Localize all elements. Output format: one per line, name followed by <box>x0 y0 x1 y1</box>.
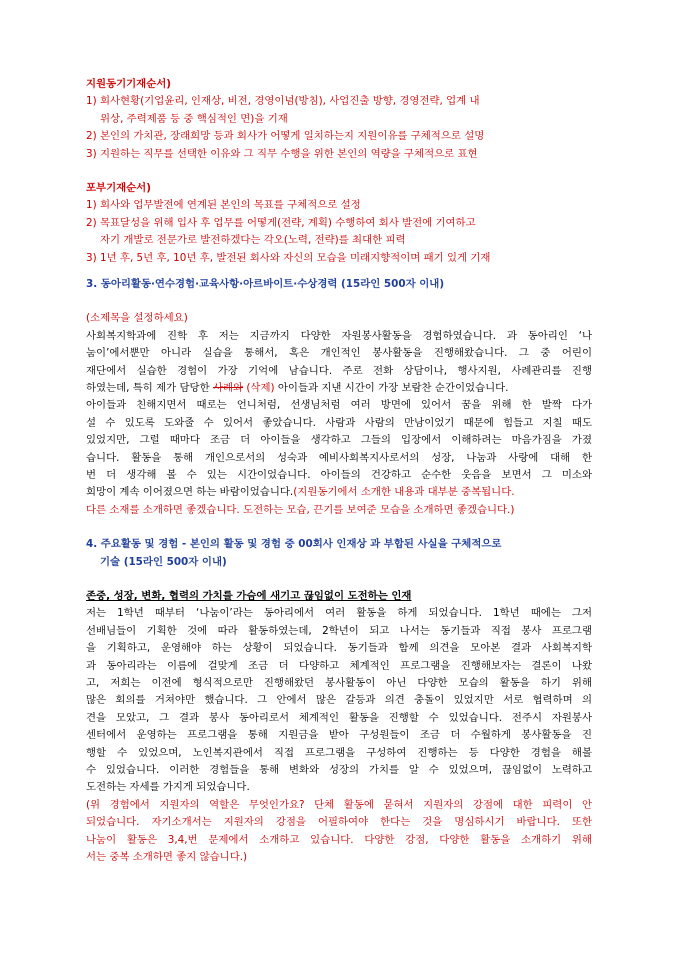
section4-feedback: 서는 중복 소개하면 좋지 않습니다.) <box>86 850 248 863</box>
ambition-item-2: 2) 목표달성을 위해 입사 후 업무를 어떻게(전략, 계획) 수행하여 회사 발전에 기여하고 <box>86 216 476 229</box>
ambition-item-2-cont: 자기 개발로 전문가로 발전하겠다는 각오(노력, 전략)를 최대한 피력 <box>100 234 406 247</box>
section3-line: 설 수 있도록 도와줄 수 있어서 좋았습니다. 사람과 사람의 만남이었기 때문에 힘들고 지칠 때도 <box>86 416 592 429</box>
section4-line: 도전하는 자세를 가지게 되었습니다. <box>86 781 250 794</box>
section4-feedback: 되었습니다. 자기소개서는 지원자의 강점을 어필하여야 한다는 것을 명심하시기 바랍니다. 또한 <box>86 816 592 829</box>
struck-text: 사례와 <box>212 382 244 395</box>
section4-line: 행할 수 있었으며, 노인복지관에서 직접 프로그램을 구성하여 진행하는 등 다양한 경험을 해볼 <box>86 746 592 759</box>
ambition-item-3: 3) 1년 후, 5년 후, 10년 후, 발전된 회사와 자신의 모습을 미래지향적이며 패기 있게 기재 <box>86 251 491 264</box>
section4-line: 많은 회의를 거쳐야만 했습니다. 그 안에서 많은 갈등과 의견 충돌이 있었지만 서로 협력하며 의 <box>86 694 592 707</box>
section4-feedback: 나눔이 활동은 3,4,번 문제에서 소개하고 있습니다. 다양한 강점, 다양한 활동을 소개하기 위해 <box>86 833 592 846</box>
section3-line: 있었지만, 그럴 때마다 조금 더 아이들을 생각하고 그들의 입장에서 이해하려는 마음가짐을 가졌 <box>86 434 592 447</box>
section4-line: 견을 모았고, 그 결과 봉사 동아리로서 체계적인 활동을 진행할 수 있었습니다. 전주시 자원봉사 <box>86 711 592 724</box>
document-page <box>86 76 592 866</box>
section3-line: 아이들과 친해지면서 때로는 언니처럼, 선생님처럼 여러 방면에 있어서 꿈을 위해 한 발짝 다가 <box>86 399 592 412</box>
section3-line-last <box>86 484 592 501</box>
section3-last-feedback: (지원동기에서 소개한 내용과 대부분 중복됩니다. <box>293 486 515 499</box>
ambition-title: 포부기재순서) <box>86 182 151 195</box>
section4-line: 을 기획하고, 운영해야 하는 상황이 되었습니다. 동기들과 함께 의견을 모아본 결과 사회복지학 <box>86 642 592 655</box>
section4-line: 센터에서 운영하는 프로그램을 통해 지원금을 받아 구성원들이 조금 더 수월하게 봉사활동을 진 <box>86 729 592 742</box>
motive-item-1: 1) 회사현황(기업윤리, 인재상, 비전, 경영이념(방침), 사업진출 방향, 경영전략, 업계 내 <box>86 95 480 108</box>
motive-item-2: 2) 본인의 가치관, 장래희망 등과 회사가 어떻게 일치하는지 지원이유를 구체적으로 설명 <box>86 130 485 143</box>
section3-last-pre: 희망이 계속 이어졌으면 하는 바람이었습니다. <box>86 486 294 499</box>
section4-line: 선배님들이 기획한 것에 따라 활동하였는데, 2학년이 되고 나서는 동기들과 직접 봉사 프로그램 <box>86 624 592 637</box>
section3-feedback: 다른 소재를 소개하면 좋겠습니다. 도전하는 모습, 끈기를 보여준 모습을 소개하면 좋겠습니다.) <box>86 503 515 516</box>
section4-line: 수 있었습니다. 이러한 경험들을 통해 변화와 성장의 가치를 알 수 있었으며, 끊임없이 노력하고 <box>86 763 592 776</box>
section4-feedback: (위 경험에서 지원자의 역할은 무엇인가요? 단체 활동에 묻혀서 지원자의 강점에 대한 피력이 안 <box>86 798 592 811</box>
section4-line: 고, 저희는 이전에 형식적으로만 진행해왔던 봉사활동이 아닌 다양한 모습의 활동을 하기 위해 <box>86 677 592 689</box>
section4-line: 저는 1학년 때부터 ‘나눔이’라는 동아리에서 여러 활동을 하게 되었습니다. 1학년 때에는 그저 <box>86 607 592 620</box>
section3-subtitle-note: (소제목을 설정하세요) <box>86 312 188 325</box>
motive-title: 지원동기기재순서) <box>86 78 172 90</box>
section3-line: 눔이’에서뿐만 아니라 실습을 통해서, 혹은 개인적인 봉사활동을 진행해왔습니다. 그 중 어린이 <box>86 347 592 360</box>
section3-line: 습니다. 활동을 통해 개인으로서의 성숙과 예비사회복지사로서의 성장, 나눔과 사랑에 대해 한 <box>86 451 592 464</box>
section3-heading: 3. 동아리활동·연수경험·교육사항·아르바이트·수상경력 (15라인 500자 이내) <box>86 278 445 291</box>
section3-line: 재단에서 실습한 경험이 가장 기억에 남습니다. 주로 전화 상담이나, 행사지원, 사례관리를 진행 <box>86 364 592 377</box>
section3-line-edited <box>86 380 592 397</box>
section4-heading-cont: 기술 (15라인 500자 이내) <box>100 555 227 568</box>
motive-item-3: 3) 지원하는 직무를 선택한 이유와 그 직무 수행을 위한 본인의 역량을 구체적으로 표현 <box>86 147 478 160</box>
delete-mark: (삭제) <box>243 382 275 395</box>
section3-line5-pre: 하였는데, 특히 제가 담당한 <box>86 382 213 395</box>
section4-line: 과 동아리라는 이름에 걸맞게 조금 더 다양하고 체계적인 프로그램을 진행해보자는 결론이 나왔 <box>86 659 592 672</box>
section3-line: 번 더 생각해 볼 수 있는 시간이었습니다. 아이들의 건강하고 순수한 웃음을 보면서 그 미소와 <box>86 469 592 482</box>
section4-subtitle: 존중, 성장, 변화, 협력의 가치를 가슴에 새기고 끊임없이 도전하는 인재 <box>86 590 412 603</box>
ambition-item-1: 1) 회사와 업무발전에 연계된 본인의 목표를 구체적으로 설정 <box>86 199 361 212</box>
section3-line: 사회복지학과에 진학 후 저는 지금까지 다양한 자원봉사활동을 경험하였습니다. 과 동아리인 ‘나 <box>86 329 592 342</box>
motive-item-1-cont: 위상, 주력제품 등 중 핵심적인 면)을 기재 <box>100 112 288 125</box>
section4-heading: 4. 주요활동 및 경험 - 본인의 활동 및 경험 중 00회사 인재상 과 부합된 사실을 구체적으로 <box>86 538 502 551</box>
section3-line5-post: 아이들과 지낸 시간이 가장 보람찬 순간이었습니다. <box>274 382 509 395</box>
